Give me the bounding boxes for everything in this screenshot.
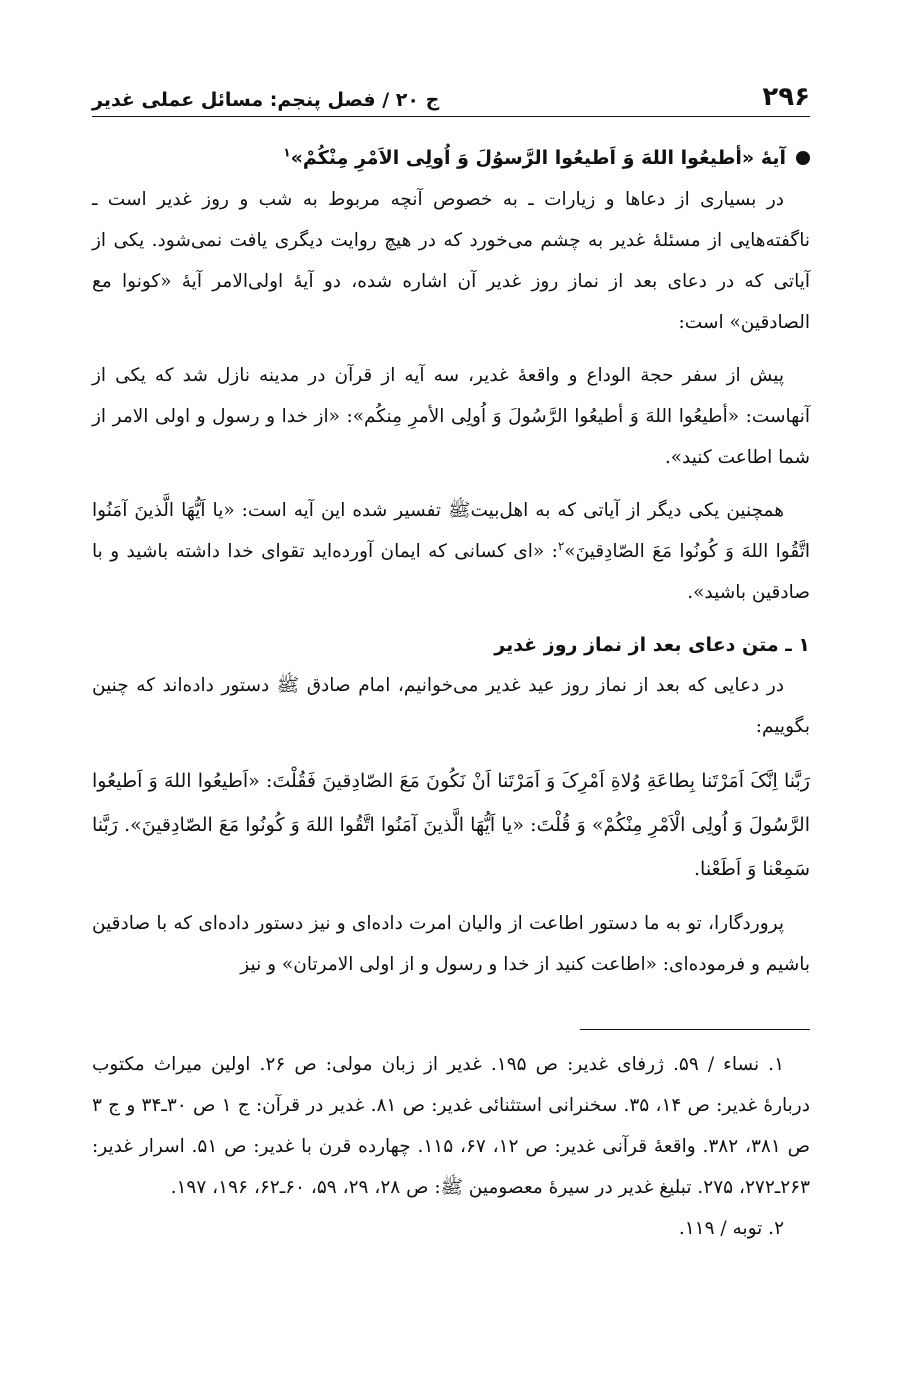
page-number: ۲۹۶	[762, 82, 810, 112]
footnote-ref-1: ۱	[283, 145, 291, 160]
footnote-2: ۲. توبه / ۱۱۹.	[678, 1218, 784, 1239]
section-heading	[92, 141, 810, 175]
paragraph-5: پروردگارا، تو به ما دستور اطاعت از والیان امرت داده‌ای و نیز دستور داده‌ای که با صادقین باشیم و فرموده‌ای: «اطاعت کنید از خدا و رسول و از اولی الامرتان» و نیز	[92, 913, 810, 975]
footnote-ref-2: ۲	[557, 538, 565, 553]
footnotes	[92, 1044, 810, 1249]
paragraph-2: پیش از سفر حجة الوداع و واقعهٔ غدیر، سه آیه از قرآن در مدینه نازل شد که یکی از آنهاست: «أطیعُوا اللهَ وَ أطیعُوا الرَّسُولَ وَ اُولِی الأمرِ مِنکُم»: «از خدا و رسول و اولی الامر از شما اطاعت کنید».	[92, 365, 810, 468]
running-head: ج ۲۰ / فصل پنجم: مسائل عملی غدیر	[92, 89, 440, 111]
arabic-dua: رَبَّنا اِنَّکَ اَمَرْتَنا بِطاعَةِ وُلاةِ اَمْرِکَ وَ اَمَرْتَنا اَنْ نَکُونَ مَعَ الصّادِقینَ فَقُلْتَ: «اَطیعُوا اللهَ وَ اَطیعُوا الرَّسُولَ وَ اُولِی الْاَمْرِ مِنْکُمْ» وَ قُلْتَ: «یا اَیُّهَا الَّذینَ آمَنُوا اتَّقُوا اللهَ وَ کُونُوا مَعَ الصّادِقینَ». رَبَّنا سَمِعْنا وَ اَطَعْنا.	[92, 770, 810, 880]
section-heading-text: آیهٔ «أطیعُوا اللهَ وَ اَطیعُوا الرَّسوُلَ وَ اُولِی الاَمْرِ مِنْکُمْ»$^۱$	[283, 145, 786, 169]
paragraph-4: در دعایی که بعد از نماز روز عید غدیر می‌خوانیم، امام صادق ﷺ دستور داده‌اند که چنین بگوییم:	[92, 675, 810, 737]
bullet-icon	[796, 151, 810, 165]
footnote-1: ۱. نساء / ۵۹. ژرفای غدیر: ص ۱۹۵. غدیر از زبان مولی: ص ۲۶. اولین میراث مکتوب دربارهٔ غدیر: ص ۱۴، ۳۵. سخنرانی استثنائی غدیر: ص ۸۱. غدیر در قرآن: ج ۱ ص ۳۰ـ۳۴ و ج ۳ ص ۳۸۱، ۳۸۲. واقعهٔ قرآنی غدیر: ص ۱۲، ۶۷، ۱۱۵. چهارده قرن با غدیر: ص ۵۱. اسرار غدیر: ۲۶۳ـ۲۷۲، ۲۷۵. تبلیغ غدیر در سیرهٔ معصومین ﷺ: ص ۲۸، ۲۹، ۵۹، ۶۰ـ۶۲، ۱۹۶، ۱۹۷.	[92, 1054, 810, 1198]
honorific-icon: ﷺ	[448, 500, 471, 521]
subheading: ۱ ـ متن دعای بعد از نماز روز غدیر	[494, 634, 810, 656]
footnote-divider	[580, 1029, 810, 1030]
book-page	[92, 58, 810, 1249]
page-header	[92, 58, 810, 117]
paragraph-1: در بسیاری از دعاها و زیارات ـ به خصوص آنچه مربوط به شب و روز غدیر است ـ ناگفته‌هایی از مسئلهٔ غدیر به چشم می‌خورد که در هیچ روایت دیگری یافت نمی‌شود. یکی از آیاتی که در دعای بعد از نماز روز غدیر آن اشاره شده، دو آیهٔ اولی‌الامر آیهٔ «کونوا مع الصادقین» است:	[92, 189, 810, 333]
paragraph-3: همچنین یکی دیگر از آیاتی که به اهل‌بیتﷺ تفسیر شده این آیه است: «یا اَیُّهَا الَّذینَ آمَنُوا اتَّقُوا اللهَ وَ کُونُوا مَعَ الصّادِقینَ»$^۲$: «ای کسانی که ایمان آورده‌اید تقوای خدا داشته باشید و با صادقین باشید».	[92, 500, 810, 603]
